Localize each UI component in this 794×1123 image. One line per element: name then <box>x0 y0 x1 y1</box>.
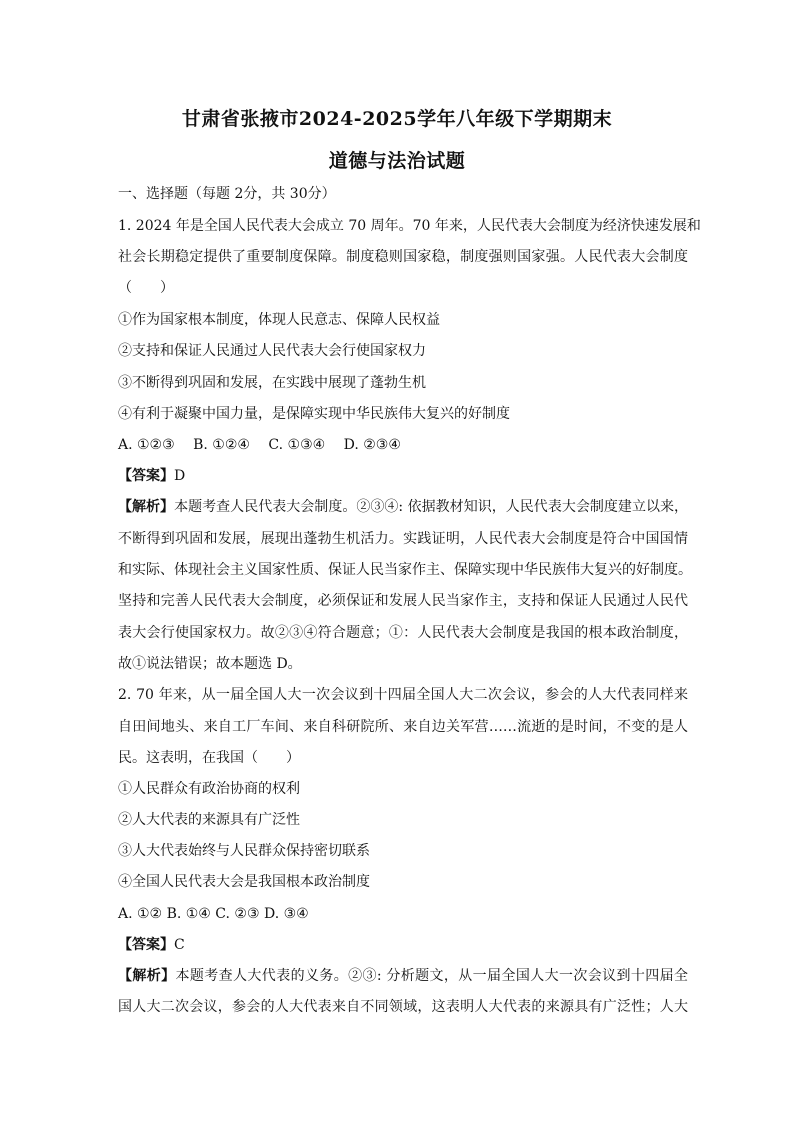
q2-answer <box>118 935 688 955</box>
q1-analysis-line-6: 故①说法错误；故本题选 D。 <box>118 656 302 672</box>
q1-analysis-line-4: 坚持和完善人民代表大会制度，必须保证和发展人民当家作主，支持和保证人民通过人民代 <box>118 593 688 609</box>
q1-analysis-line-1 <box>118 497 688 517</box>
q2-statement-2: ②人大代表的来源具有广泛性 <box>118 812 300 828</box>
q1-statement-2: ②支持和保证人民通过人民代表大会行使国家权力 <box>118 343 426 359</box>
section-header: 一、选择题（每题 2分，共 30分） <box>118 186 336 202</box>
q1-stem-line-1: 1. 2024 年是全国人民代表大会成立 70 周年。70 年来，人民代表大会制度为经济快速发展和 <box>118 218 701 234</box>
q1-analysis-line-3: 和实际、体现社会主义国家性质、保证人民当家作主、保障实现中华民族伟大复兴的好制度。 <box>118 562 692 578</box>
q1-options: A. ①②③ B. ①②④ C. ①③④ D. ②③④ <box>118 437 401 453</box>
q2-statement-4: ④全国人民代表大会是我国根本政治制度 <box>118 874 370 890</box>
q2-analysis-line-2: 国人大二次会议，参会的人大代表来自不同领域，这表明人大代表的来源具有广泛性；人大 <box>118 999 688 1015</box>
document-title: 甘肃省张掖市2024-2025学年八年级下学期期末 <box>181 108 613 130</box>
q2-stem-line-2: 自田间地头、来自工厂车间、来自科研院所、来自边关军营……流逝的是时间，不变的是人 <box>118 719 688 735</box>
answer-label: 【答案】 <box>118 468 174 484</box>
q2-stem-line-1: 2. 70 年来，从一届全国人大一次会议到十四届全国人大二次会议，参会的人大代表同样来 <box>118 687 688 703</box>
analysis-label: 【解析】 <box>118 968 176 984</box>
analysis-label: 【解析】 <box>118 499 175 515</box>
q1-stem-line-3: （ ） <box>118 280 174 296</box>
answer-value: D <box>174 468 186 484</box>
q2-analysis-line-1 <box>118 966 688 986</box>
q1-statement-4: ④有利于凝聚中国力量，是保障实现中华民族伟大复兴的好制度 <box>118 406 510 422</box>
q2-statement-1: ①人民群众有政治协商的权利 <box>118 781 300 797</box>
q1-stem-line-2: 社会长期稳定提供了重要制度保障。制度稳则国家稳，制度强则国家强。人民代表大会制度 <box>118 249 688 265</box>
q1-answer <box>118 466 688 486</box>
analysis-text: 本题考查人大代表的义务。②③: 分析题文，从一届全国人大一次会议到十四届全 <box>175 968 689 984</box>
answer-value: C <box>174 937 185 953</box>
q1-statement-1: ①作为国家根本制度，体现人民意志、保障人民权益 <box>118 312 440 328</box>
q2-options: A. ①② B. ①④ C. ②③ D. ③④ <box>118 906 309 922</box>
q1-statement-3: ③不断得到巩固和发展，在实践中展现了蓬勃生机 <box>118 375 426 391</box>
document-subtitle: 道德与法治试题 <box>328 150 466 172</box>
answer-label: 【答案】 <box>118 937 174 953</box>
q2-stem-line-3: 民。这表明，在我国（ ） <box>118 750 300 766</box>
analysis-text: 本题考查人民代表大会制度。②③④: 依据教材知识，人民代表大会制度建立以来， <box>174 499 689 515</box>
q1-analysis-line-5: 表大会行使国家权力。故②③④符合题意；①：人民代表大会制度是我国的根本政治制度， <box>118 625 688 641</box>
q1-analysis-line-2: 不断得到巩固和发展，展现出蓬勃生机活力。实践证明，人民代表大会制度是符合中国国情 <box>118 531 688 547</box>
q2-statement-3: ③人大代表始终与人民群众保持密切联系 <box>118 843 370 859</box>
